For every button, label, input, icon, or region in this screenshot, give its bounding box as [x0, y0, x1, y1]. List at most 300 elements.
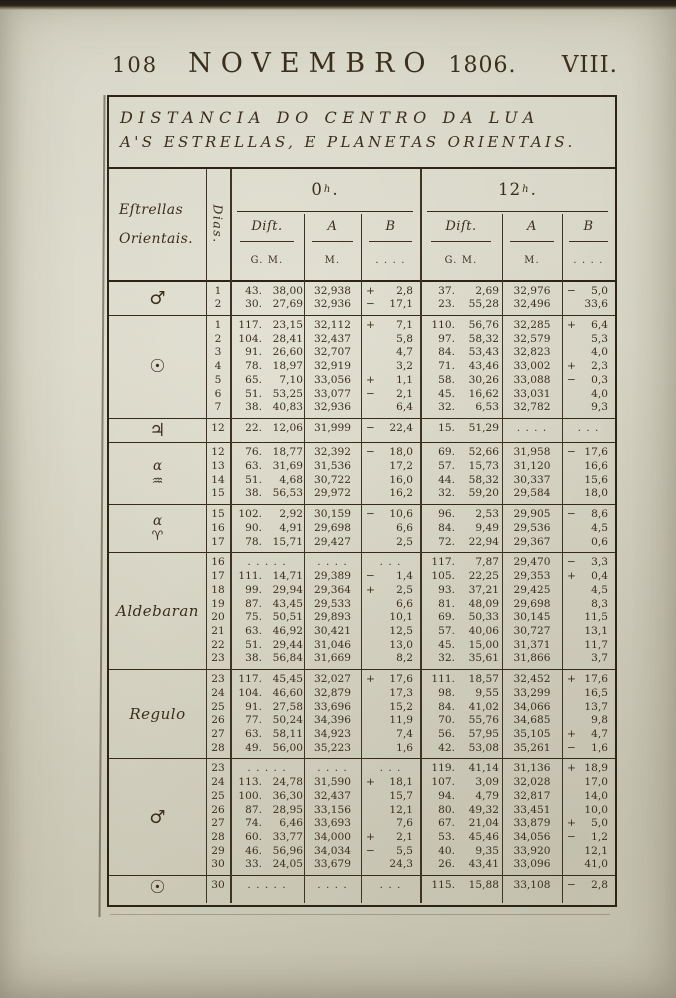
- b-column-12h: [562, 422, 615, 439]
- sign: [366, 804, 377, 818]
- a-cell: 31,046: [313, 638, 352, 651]
- day-cell: 6: [214, 387, 222, 400]
- a-cell: 32,437: [313, 789, 352, 802]
- b-cell: [361, 639, 420, 653]
- sign: −: [366, 446, 375, 459]
- b-value: 2,5: [396, 535, 413, 548]
- a-cell: 29,425: [513, 583, 551, 596]
- b-value: 0,3: [591, 373, 608, 386]
- minutes-value: 15,88: [468, 879, 499, 892]
- b-cell: [562, 446, 615, 460]
- day-cell: 2: [214, 298, 222, 311]
- object-column-header: [109, 169, 206, 280]
- b-cell: [562, 536, 615, 550]
- column-divider: [502, 214, 503, 903]
- distance-cell: [230, 728, 304, 742]
- distance-column-0h: [230, 879, 304, 896]
- minutes-value: 37,21: [468, 583, 499, 596]
- b-value: 13,1: [584, 624, 608, 637]
- b-cell: [562, 401, 615, 415]
- b-value: 1,6: [591, 741, 608, 754]
- sign: −: [366, 387, 375, 400]
- b-value: 13,7: [584, 700, 608, 713]
- degrees-value: 69.: [438, 446, 455, 459]
- minutes-value: 51,29: [468, 422, 499, 435]
- show-through-line: [110, 914, 610, 915]
- distance-cell: [420, 845, 502, 859]
- distance-cell: [420, 508, 502, 522]
- degrees-value: 84.: [438, 521, 455, 534]
- distance-table: [109, 169, 615, 903]
- b-value: 15,2: [389, 700, 413, 713]
- b-cell: [562, 298, 615, 312]
- b-cell: [361, 714, 420, 728]
- minutes-value: 55,28: [468, 298, 499, 311]
- a-cell: 32,496: [513, 298, 551, 311]
- hour-12h-dot: .: [530, 180, 537, 199]
- minutes-value: 16,62: [468, 387, 499, 400]
- day-cell: 23: [211, 652, 225, 665]
- sign: [567, 776, 578, 790]
- day-cell: 12: [211, 446, 225, 459]
- a-cell: 30,159: [313, 508, 352, 521]
- b-cell-empty: . . .: [577, 422, 600, 435]
- b-cell-empty: . . .: [379, 556, 402, 569]
- degrees-value: 76.: [245, 446, 262, 459]
- degrees-value: 63.: [245, 624, 262, 637]
- degrees-value: 77.: [245, 714, 262, 727]
- minutes-value: 58,32: [468, 473, 499, 486]
- day-cell: 27: [211, 727, 225, 740]
- sign: [567, 652, 578, 666]
- b-value: 18,0: [584, 487, 608, 500]
- minutes-value: 18,57: [468, 673, 499, 686]
- minutes-value: 48,09: [468, 597, 499, 610]
- b-cell: [562, 879, 615, 893]
- degrees-value: 53.: [438, 830, 455, 843]
- minutes-value: 9,55: [475, 686, 499, 699]
- b-cell-empty: . . .: [379, 879, 402, 892]
- distance-cell: [230, 714, 304, 728]
- a-cell: 32,392: [313, 446, 352, 459]
- sign: [366, 742, 377, 756]
- distance-cell: [420, 714, 502, 728]
- a-cell: 34,066: [513, 700, 551, 713]
- row-group: [109, 443, 615, 505]
- day-cell: 17: [211, 570, 225, 583]
- degrees-value: 15.: [438, 422, 455, 435]
- b-cell: [562, 346, 615, 360]
- degrees-value: 96.: [438, 508, 455, 521]
- b-value: 16,0: [389, 473, 413, 486]
- minutes-value: 53,08: [468, 741, 499, 754]
- minutes-value: 26,60: [272, 346, 303, 359]
- hour-12h-number: 12: [498, 180, 522, 199]
- degrees-value: 38.: [245, 487, 262, 500]
- table-frame: [107, 95, 617, 907]
- minutes-value: 30,26: [468, 373, 499, 386]
- a-cell: 33,108: [513, 879, 551, 892]
- b-cell: [562, 522, 615, 536]
- minutes-value: 15,00: [468, 638, 499, 651]
- a-cell: 32,823: [513, 346, 551, 359]
- distance-cell: [230, 652, 304, 666]
- sign: [366, 474, 377, 488]
- b-value: 14,0: [584, 789, 608, 802]
- distance-cell: [230, 460, 304, 474]
- b-value: 15,6: [584, 473, 608, 486]
- distance-cell: [230, 487, 304, 501]
- minutes-value: 12,06: [272, 422, 303, 435]
- minutes-value: 59,20: [468, 487, 499, 500]
- zodiac-symbol: ♈: [151, 528, 164, 544]
- sign: −: [567, 508, 576, 521]
- b-cell: [562, 460, 615, 474]
- distance-cell: [420, 570, 502, 584]
- degrees-value: 74.: [245, 817, 262, 830]
- degrees-value: 111.: [431, 673, 455, 686]
- a-cell: 29,698: [513, 597, 551, 610]
- sign: [567, 858, 578, 872]
- day-cell: 14: [211, 473, 225, 486]
- day-cell: 7: [214, 401, 222, 414]
- minutes-value: 2,92: [279, 508, 303, 521]
- a-cell: 34,056: [513, 830, 551, 843]
- a-cell: 33,056: [313, 373, 352, 386]
- minutes-value: 50,24: [272, 714, 303, 727]
- b-value: 2,1: [396, 830, 413, 843]
- day-cell: 16: [211, 521, 225, 534]
- zodiac-symbol: ♒: [151, 473, 164, 489]
- degrees-value: 40.: [438, 844, 455, 857]
- degrees-value: 63.: [245, 459, 262, 472]
- a-cell: 31,536: [313, 459, 352, 472]
- degrees-value: 69.: [438, 611, 455, 624]
- degrees-value: 87.: [245, 597, 262, 610]
- sign: +: [366, 319, 375, 332]
- distance-column-12h: [420, 879, 502, 896]
- b-value: 17,3: [389, 686, 413, 699]
- distance-cell: [230, 536, 304, 550]
- minutes-value: 27,58: [272, 700, 303, 713]
- degrees-value: 22.: [245, 422, 262, 435]
- degrees-value: 113.: [238, 776, 262, 789]
- b-value: 1,1: [396, 373, 413, 386]
- b-value: 3,3: [591, 556, 608, 569]
- b-cell: [361, 584, 420, 598]
- a-cell: 31,669: [313, 652, 352, 665]
- b-column-0h: [361, 762, 420, 872]
- sign: [567, 401, 578, 415]
- table-header: [109, 169, 615, 282]
- b-cell: [361, 598, 420, 612]
- a-cell: 29,364: [313, 583, 352, 596]
- distance-cell: [230, 360, 304, 374]
- sign: [366, 346, 377, 360]
- a-cell: 31,120: [513, 459, 551, 472]
- a-subheader-0h: [304, 212, 361, 280]
- b-column-0h: [361, 673, 420, 755]
- degrees-value: 78.: [245, 360, 262, 373]
- object-cell: [109, 877, 206, 899]
- day-cell: 30: [211, 858, 225, 871]
- b-value: 4,7: [591, 727, 608, 740]
- sign: −: [366, 298, 375, 311]
- sign: [567, 536, 578, 550]
- b-cell: [361, 298, 420, 312]
- b-cell: [562, 360, 615, 374]
- b-value: 7,4: [396, 727, 413, 740]
- distance-cell: [420, 360, 502, 374]
- b-value: 2,8: [591, 879, 608, 892]
- minutes-value: 40,83: [272, 401, 303, 414]
- distance-cell: [230, 776, 304, 790]
- minutes-value: 4,91: [279, 521, 303, 534]
- b-value: 6,4: [396, 401, 413, 414]
- object-symbol: ☉: [149, 877, 166, 899]
- distance-cell: [420, 401, 502, 415]
- minutes-value: 7,87: [475, 556, 499, 569]
- page-header: [112, 48, 618, 79]
- degrees-value: 107.: [431, 776, 455, 789]
- sign: +: [366, 583, 375, 596]
- distance-column-0h: [230, 762, 304, 872]
- a-cell: 32,285: [513, 319, 551, 332]
- degrees-value: 119.: [431, 762, 455, 775]
- object-symbol: ♂: [149, 806, 166, 828]
- b-value: 5,5: [396, 844, 413, 857]
- b-value: 18,9: [584, 762, 608, 775]
- distance-column-12h: [420, 319, 502, 415]
- minutes-value: 27,69: [272, 298, 303, 311]
- b-value: 5,0: [591, 284, 608, 297]
- distance-cell: [420, 474, 502, 488]
- minutes-value: 22,94: [468, 535, 499, 548]
- a-cell: 33,679: [313, 858, 352, 871]
- day-cell: 27: [211, 817, 225, 830]
- minutes-value: 45,46: [468, 830, 499, 843]
- distance-column-0h: [230, 285, 304, 312]
- object-header-line2: Orientais.: [119, 230, 194, 247]
- minutes-value: 55,76: [468, 714, 499, 727]
- day-cell: 22: [211, 638, 225, 651]
- a-column-12h: [502, 319, 562, 415]
- distance-cell: [420, 762, 502, 776]
- day-cell: 26: [211, 714, 225, 727]
- sign: [366, 611, 377, 625]
- b-label: B: [583, 218, 594, 234]
- degrees-value: 51.: [245, 387, 262, 400]
- degrees-value: 30.: [245, 298, 262, 311]
- b-value: 11,7: [584, 638, 608, 651]
- b-subheader-12h: [562, 212, 615, 280]
- sign: [366, 714, 377, 728]
- a-cell: 32,936: [313, 401, 352, 414]
- a-column-0h: [304, 762, 361, 872]
- hour-header-0h: [230, 169, 420, 211]
- object-cell: [109, 319, 206, 415]
- degrees-value: 60.: [245, 830, 262, 843]
- b-column-12h: [562, 285, 615, 312]
- distance-cell: [230, 858, 304, 872]
- minutes-value: 41,02: [468, 700, 499, 713]
- a-cell: 31,136: [513, 762, 551, 775]
- degrees-value: 104.: [238, 332, 262, 345]
- minutes-value: 4,79: [475, 789, 499, 802]
- minutes-value: 35,61: [468, 652, 499, 665]
- sign: +: [567, 673, 576, 686]
- distance-column-0h: [230, 673, 304, 755]
- distance-cell: [420, 285, 502, 299]
- degrees-value: 67.: [438, 817, 455, 830]
- b-cell: [562, 845, 615, 859]
- degrees-value: 90.: [245, 521, 262, 534]
- distance-cell: [420, 536, 502, 550]
- b-value: 17,2: [389, 459, 413, 472]
- chapter-numeral: VIII.: [561, 52, 618, 78]
- distance-cell: [420, 522, 502, 536]
- sign: −: [567, 741, 576, 754]
- day-column: [206, 422, 230, 439]
- b-column-0h: [361, 879, 420, 896]
- b-value: 5,3: [591, 332, 608, 345]
- distance-cell: [230, 401, 304, 415]
- day-cell: 19: [211, 597, 225, 610]
- sign: [567, 487, 578, 501]
- b-cell: [361, 673, 420, 687]
- a-cell: 33,077: [313, 387, 352, 400]
- distance-cell: [230, 388, 304, 402]
- object-cell: [109, 285, 206, 312]
- distance-cell: [230, 508, 304, 522]
- minutes-value: 36,30: [272, 789, 303, 802]
- day-column: [206, 285, 230, 312]
- a-unit: M.: [524, 255, 540, 266]
- degrees-value: 70.: [438, 714, 455, 727]
- b-column-12h: [562, 762, 615, 872]
- b-cell: [361, 333, 420, 347]
- b-value: 5,0: [591, 817, 608, 830]
- a-column-0h: [304, 879, 361, 896]
- sign: [567, 298, 578, 312]
- a-column-0h: [304, 285, 361, 312]
- distance-cell: [230, 673, 304, 687]
- row-group: [109, 419, 615, 443]
- b-cell: [562, 319, 615, 333]
- sign: +: [567, 727, 576, 740]
- distance-column-12h: [420, 762, 502, 872]
- row-group: [109, 553, 615, 670]
- b-column-12h: [562, 508, 615, 549]
- a-cell: 32,452: [513, 673, 551, 686]
- b-value: 41,0: [584, 858, 608, 871]
- b-cell: [562, 701, 615, 715]
- sign: [366, 401, 377, 415]
- distance-column-12h: [420, 446, 502, 501]
- a-cell: 29,389: [313, 570, 352, 583]
- b-value: 10,1: [389, 611, 413, 624]
- distance-cell: [420, 728, 502, 742]
- b-value: 6,4: [591, 319, 608, 332]
- distance-cell: [230, 625, 304, 639]
- a-cell: 34,685: [513, 714, 551, 727]
- column-divider: [230, 169, 232, 903]
- distance-cell: [230, 298, 304, 312]
- b-value: 17,0: [584, 776, 608, 789]
- a-column-0h: [304, 673, 361, 755]
- distance-column-0h: [230, 319, 304, 415]
- day-cell: 2: [214, 332, 222, 345]
- b-column-0h: [361, 446, 420, 501]
- day-cell: 15: [211, 487, 225, 500]
- day-cell: 23: [211, 673, 225, 686]
- distance-cell: [230, 346, 304, 360]
- sign: [567, 611, 578, 625]
- b-value: 17,6: [389, 673, 413, 686]
- sign: [366, 625, 377, 639]
- dist-subheader-0h: [230, 212, 304, 280]
- b-cell: [562, 742, 615, 756]
- distance-cell: [420, 388, 502, 402]
- sign: [567, 460, 578, 474]
- sign: [366, 639, 377, 653]
- distance-cell: [420, 598, 502, 612]
- sign: +: [366, 673, 375, 686]
- day-column: [206, 762, 230, 872]
- b-value: 8,3: [591, 597, 608, 610]
- day-cell: 25: [211, 789, 225, 802]
- minutes-value: 50,51: [272, 611, 303, 624]
- day-cell: 29: [211, 844, 225, 857]
- distance-cell: [230, 790, 304, 804]
- degrees-value: 111.: [238, 570, 262, 583]
- day-cell: 12: [211, 422, 225, 435]
- degrees-value: 45.: [438, 638, 455, 651]
- minutes-value: 56,76: [468, 319, 499, 332]
- a-column-0h: [304, 508, 361, 549]
- minutes-value: 57,95: [468, 727, 499, 740]
- a-cell: 29,584: [513, 487, 551, 500]
- sign: [567, 701, 578, 715]
- distance-cell: [420, 687, 502, 701]
- sign: [567, 598, 578, 612]
- b-value: 17,1: [389, 298, 413, 311]
- degrees-value: 51.: [245, 638, 262, 651]
- distance-cell: [230, 598, 304, 612]
- row-group: [109, 316, 615, 419]
- b-value: 6,6: [396, 521, 413, 534]
- sign: [567, 333, 578, 347]
- column-divider: [420, 169, 422, 903]
- b-cell: [562, 762, 615, 776]
- minutes-value: 56,53: [272, 487, 303, 500]
- distance-cell: [230, 333, 304, 347]
- minutes-value: 28,95: [272, 803, 303, 816]
- b-value: 17,6: [584, 446, 608, 459]
- b-value: 4,7: [396, 346, 413, 359]
- a-cell: 29,427: [313, 535, 352, 548]
- degrees-value: 100.: [238, 789, 262, 802]
- a-column-12h: [502, 556, 562, 666]
- distance-cell: [420, 319, 502, 333]
- distance-column-0h: [230, 422, 304, 439]
- days-header-label: Dias.: [210, 204, 226, 244]
- sign: +: [366, 284, 375, 297]
- minutes-value: 2,69: [475, 284, 499, 297]
- sign: +: [567, 570, 576, 583]
- b-cell: [562, 625, 615, 639]
- distance-cell: [420, 346, 502, 360]
